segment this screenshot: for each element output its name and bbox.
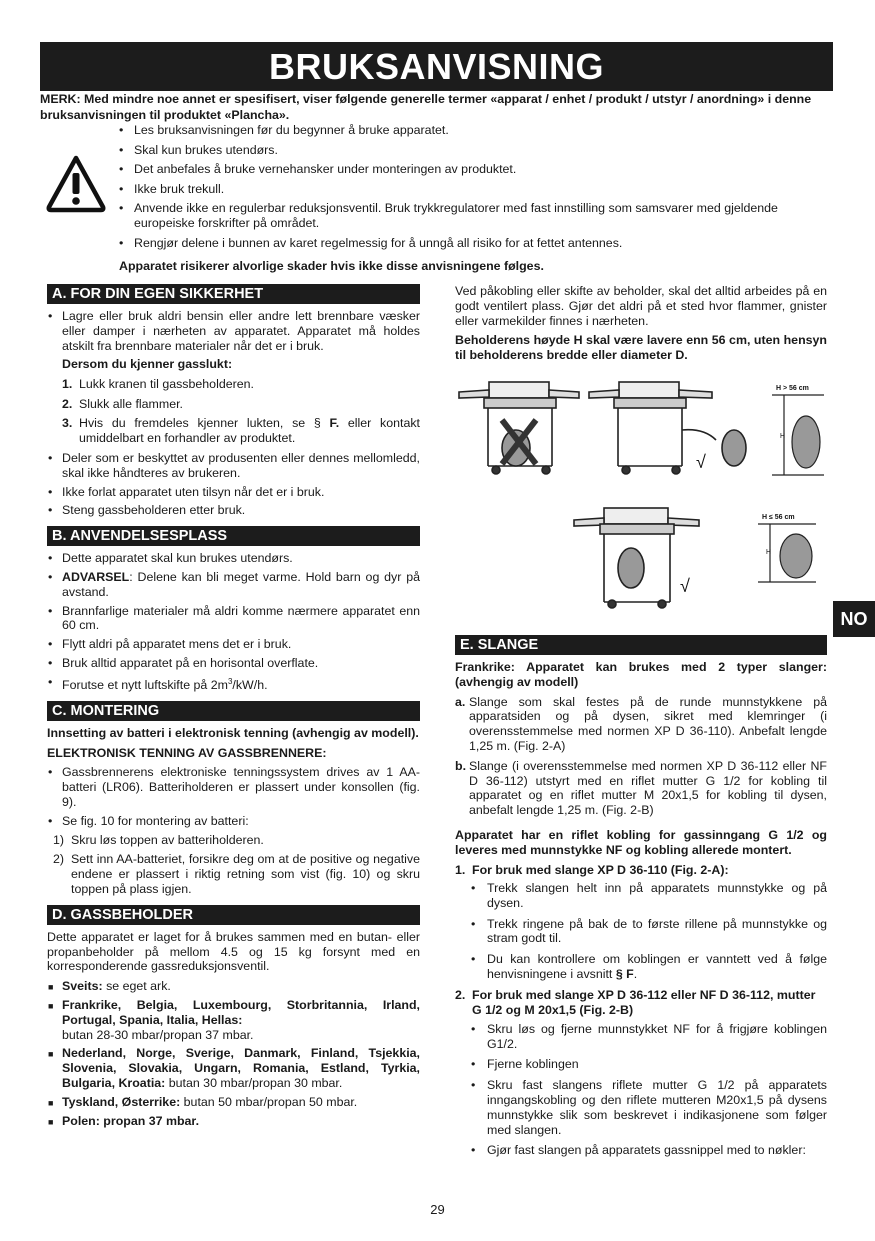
hose-types-heading: Frankrike: Apparatet kan brukes med 2 typer slanger: (avhengig av modell) bbox=[455, 660, 827, 689]
gas-smell-steps bbox=[47, 377, 420, 446]
list-item: • Ikke bruk trekull. bbox=[119, 182, 834, 197]
list-item: • Flytt aldri på apparatet mens det er i bruk. bbox=[47, 637, 420, 652]
list-item: • Lagre eller bruk aldri bensin eller andre lett brennbare væsker eller damper i nærheten av apparatet. Apparatet må holdes atskilt fra brennbare materialer når det er i bruk. bbox=[47, 309, 420, 353]
section-ref-link[interactable]: F. bbox=[329, 416, 340, 431]
list-item: • Skru fast slangens riflete mutter G 1/2 på apparatets inngangskobling og den riflete mutteren M20x1,5 på dysens munnstykke slik som beskrevet i indikasjonene som følger med slangen. bbox=[487, 1078, 827, 1137]
grill-wrong-placement bbox=[459, 382, 579, 474]
gas-smell-subheading: Dersom du kjenner gasslukt: bbox=[62, 357, 233, 372]
battery-steps bbox=[47, 833, 420, 897]
right-column-bottom bbox=[455, 635, 827, 1164]
list-item: a. Slange som skal festes på de runde munnstykkene på apparatsiden og på dysen, sikret med klemringer (i overensstemmelse med normen XP D 36-110). Anbefalt lengde 1,25 m. (Fig. 2-A) bbox=[455, 694, 827, 753]
height-h-label: H bbox=[780, 433, 786, 440]
list-item: • Fjerne koblingen bbox=[487, 1057, 827, 1072]
list-item: • Dette apparatet skal kun brukes utendørs. bbox=[47, 551, 420, 566]
step2-heading: 2. For bruk med slange XP D 36-112 eller NF D 36-112, mutter G 1/2 og M 20x1,5 (Fig. 2-B) bbox=[455, 987, 816, 1018]
section-e-heading: E. SLANGE bbox=[455, 635, 827, 655]
list-item: ■ Tyskland, Østerrike: butan 50 mbar/propan 50 mbar. bbox=[47, 1095, 420, 1110]
section-a-list bbox=[47, 309, 420, 353]
height-h-label: H bbox=[766, 549, 772, 556]
list-item: b. Slange (i overensstemmelse med normen XP D 36-112 eller NF D 36-112) utstyrt med en riflet mutter G 1/2 for kobling til apparatet og en riflet mutter M 20x1,5 for kobling til dysen, anbefalt lengde 1,25 m. (Fig. 2-B) bbox=[455, 758, 827, 818]
page-number: 29 bbox=[430, 1202, 445, 1217]
section-b-heading: B. ANVENDELSESPLASS bbox=[47, 526, 420, 546]
step2-list bbox=[455, 1022, 827, 1158]
language-tab: NO bbox=[833, 601, 875, 637]
section-a-list-2 bbox=[47, 451, 420, 518]
step1-list bbox=[455, 881, 827, 982]
section-c-list bbox=[47, 765, 420, 828]
list-item: ■ Nederland, Norge, Sverige, Danmark, Finland, Tsjekkia, Slovenia, Slovakia, Ungarn, Romania, Estland, Tyrkia, Bulgaria, Kroatia: butan 30 mbar/propan 30 mbar. bbox=[47, 1046, 420, 1090]
gas-bottle-placement-figure bbox=[454, 370, 826, 610]
list-item: 2) Sett inn AA-batteriet, forsikre deg om at de positive og negative endene er plassert i riktig retning som vist (fig. 10) og skru toppen på plass igjen. bbox=[53, 852, 420, 896]
list-item: • Trekk slangen helt inn på apparatets munnstykke og på dysen. bbox=[487, 881, 827, 911]
list-item: • Gjør fast slangen på apparatets gassnippel med to nøkler: bbox=[487, 1143, 827, 1158]
ventilation-text: Ved påkobling eller skifte av beholder, skal det alltid arbeides på en godt ventilert plass. Gjør det aldri på et sted hvor flammer, gnister eller varmekilder finnes i nærheten. bbox=[455, 284, 827, 328]
check-icon: √ bbox=[696, 452, 706, 472]
warning-icon bbox=[45, 153, 107, 215]
left-column bbox=[47, 284, 420, 1132]
list-item: • Brannfarlige materialer må aldri komme nærmere apparatet enn 60 cm. bbox=[47, 604, 420, 634]
list-item: 1. Lukk kranen til gassbeholderen. bbox=[62, 376, 254, 391]
section-b-list bbox=[47, 551, 420, 693]
container-text: Dette apparatet er laget for å brukes sammen med en butan- eller propanbeholder på mellom 4.5 og 15 kg forsynt med en korresponderende gassreduksjonsventil. bbox=[47, 929, 420, 974]
section-ref-link[interactable]: § F bbox=[615, 967, 634, 982]
list-item: • Det anbefales å bruke vernehansker under monteringen av produktet. bbox=[119, 162, 834, 177]
step1-heading: 1. For bruk med slange XP D 36-110 (Fig. 2-A): bbox=[455, 862, 729, 877]
page-title: BRUKSANVISNING bbox=[40, 42, 833, 91]
list-item: • Trekk ringene på bak de to første rillene på munnstykke og stram godt til. bbox=[487, 917, 827, 947]
list-item: ■ Sveits: se eget ark. bbox=[47, 979, 420, 994]
section-c-heading: C. MONTERING bbox=[47, 701, 420, 721]
list-item: • Skal kun brukes utendørs. bbox=[119, 143, 834, 158]
list-item: • Les bruksanvisningen før du begynner å bruke apparatet. bbox=[119, 123, 834, 138]
list-item: • Forutse et nytt luftskifte på $2m^3/kW/h$. bbox=[47, 675, 420, 693]
section-d-heading: D. GASSBEHOLDER bbox=[47, 905, 420, 925]
list-item: • Steng gassbeholderen etter bruk. bbox=[47, 503, 420, 518]
country-pressure-list bbox=[47, 979, 420, 1128]
height-gt-label: H > 56 cm bbox=[776, 385, 809, 392]
grill-correct-placement-1 bbox=[589, 382, 746, 474]
list-item: 3. Hvis du fremdeles kjenner lukten, se § F. eller kontakt umiddelbart en forhandler av produktet. bbox=[62, 416, 420, 446]
list-item: • ADVARSEL: Delene kan bli meget varme. Hold barn og dyr på avstand. bbox=[47, 570, 420, 600]
right-column-top bbox=[455, 284, 827, 368]
list-item: • Se fig. 10 for montering av batteri: bbox=[47, 814, 420, 829]
ignition-heading: ELEKTRONISK TENNING AV GASSBRENNERE: bbox=[47, 745, 327, 760]
hose-types-list bbox=[455, 695, 827, 818]
list-item: • Du kan kontrollere om koblingen er vanntett ved å følge henvisningene i avsnitt § F. bbox=[487, 952, 827, 982]
list-item: • Ikke forlat apparatet uten tilsyn når det er i bruk. bbox=[47, 485, 420, 500]
list-item: 2. Slukk alle flammer. bbox=[62, 396, 183, 411]
list-item: • Skru løs og fjerne munnstykket NF for å frigjøre koblingen G1/2. bbox=[487, 1022, 827, 1052]
list-item: • Rengjør delene i bunnen av karet regelmessig for å unngå all risiko for at fettet antennes. bbox=[119, 236, 834, 251]
section-a-heading: A. FOR DIN EGEN SIKKERHET bbox=[47, 284, 420, 304]
intro-bullets bbox=[119, 123, 834, 255]
list-item: • Gassbrennerens elektroniske tenningssystem drives av 1 AA-batteri (LR06). Batteriholderen er plassert under konsollen (fig. 9). bbox=[47, 765, 420, 809]
check-icon: √ bbox=[680, 576, 690, 596]
list-item: • Anvende ikke en regulerbar reduksjonsventil. Bruk trykkregulatorer med fast innstilling som samsvarer med gjeldende europeiske forskrifter på området. bbox=[119, 201, 834, 231]
intro-warning-text: Apparatet risikerer alvorlige skader hvis ikke disse anvisningene følges. bbox=[119, 259, 544, 273]
height-le-label: H ≤ 56 cm bbox=[762, 514, 795, 521]
connection-heading: Apparatet har en riflet kobling for gassinngang G 1/2 og leveres med munnstykke NF og kobling allerede montert. bbox=[455, 827, 827, 857]
battery-heading: Innsetting av batteri i elektronisk tenning (avhengig av modell). bbox=[47, 725, 419, 740]
note-merk: MERK: Med mindre noe annet er spesifisert, viser følgende generelle termer «apparat / enhet / produkt / utstyr / anordning» i denne bruksanvisningen til produktet «Plancha». bbox=[40, 92, 812, 122]
list-item: 1) Skru løs toppen av batteriholderen. bbox=[53, 832, 264, 847]
list-item: • Bruk alltid apparatet på en horisontal overflate. bbox=[47, 656, 420, 671]
list-item: ■ Frankrike, Belgia, Luxembourg, Storbritannia, Irland, Portugal, Spania, Italia, Hellas: butan 28-30 mbar/propan 37 mbar. bbox=[47, 998, 420, 1042]
list-item: • Deler som er beskyttet av produsenten eller dennes mellomledd, skal ikke håndteres av brukeren. bbox=[47, 451, 420, 481]
list-item: ■ Polen: propan 37 mbar. bbox=[47, 1114, 420, 1129]
height-rule-text: Beholderens høyde H skal være lavere enn 56 cm, uten hensyn til beholderens bredde eller diameter D. bbox=[455, 333, 827, 363]
